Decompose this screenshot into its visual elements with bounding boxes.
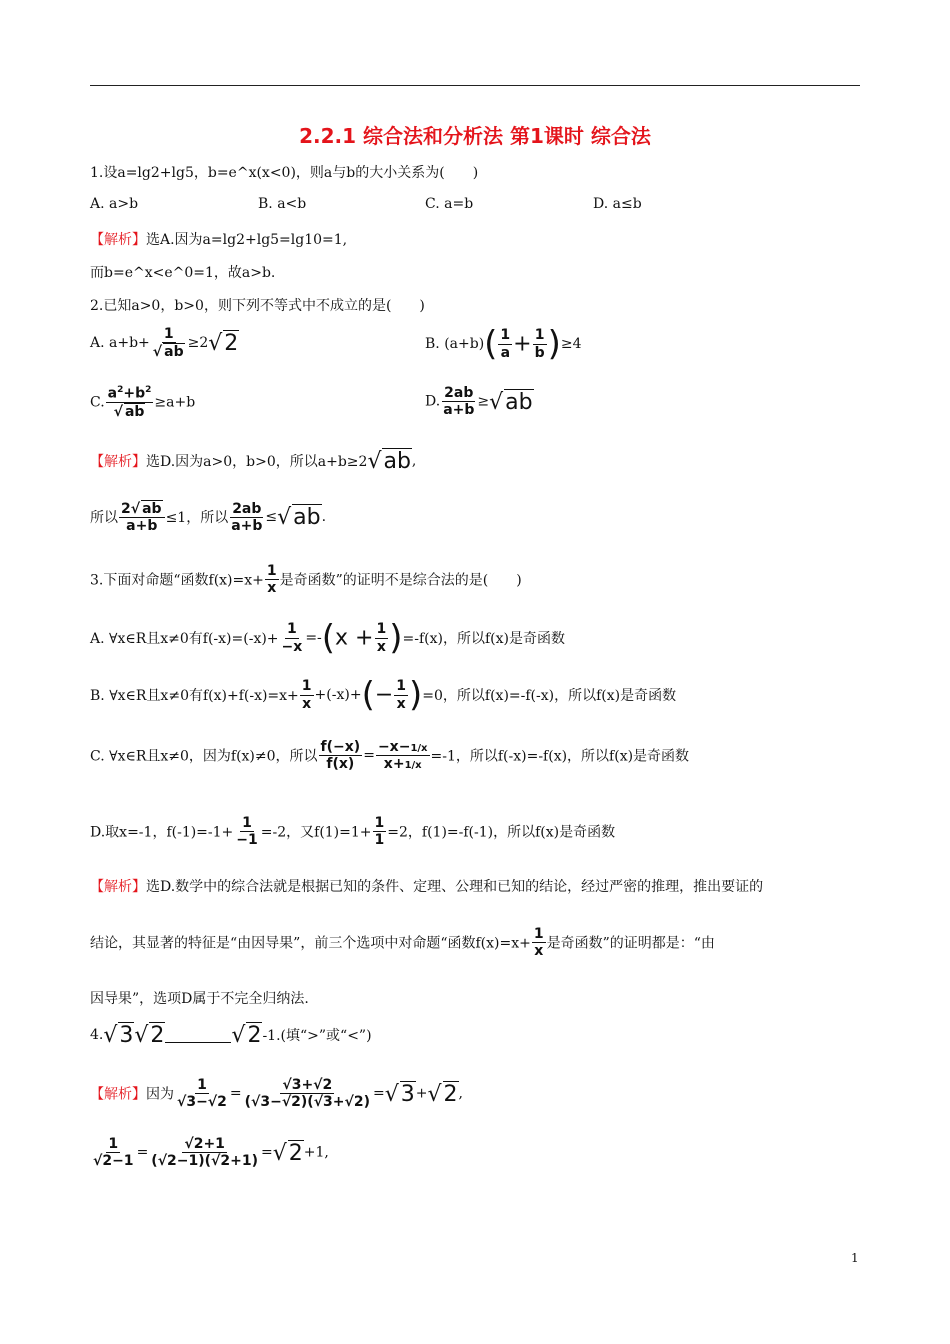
q2-b-post: ≥4 [560, 336, 582, 352]
q3-b-frac1: $\frac{1}{x}$ [301, 678, 312, 712]
q3-option-c: C. ∀x∈R且x≠0，因为f(x)≠0，所以 $\frac{f(-x)}{f(x)}$ = $\frac{-x-1/x}{x+1/x}$ =-1，所以f(-x)=-f(x)，所以f(x)是奇函数 [90, 739, 690, 773]
q4-frac1: $\frac{1}{√3-√2}$ [177, 1077, 227, 1111]
q2-b-frac-b: $\frac{1}{b}$ [534, 327, 545, 361]
q3-d-pre: D.取x=-1，f(-1)=-1+ [90, 824, 234, 841]
q3-stem-post: 是奇函数”的证明不是综合法的是( ) [279, 572, 522, 589]
q3-c-pre: C. ∀x∈R且x≠0，因为f(x)≠0，所以 [90, 748, 318, 765]
q2-option-b [425, 324, 582, 364]
q1-option-a: A. a>b [90, 196, 139, 212]
q3-option-b [90, 675, 676, 715]
q2-b-pre: B. (a+b) [425, 336, 485, 352]
q4-stem [90, 1022, 372, 1048]
q2-answer-frac1: $\frac{2√ ab}{a+b}$ [119, 500, 165, 534]
q3-option-d [90, 815, 615, 848]
q2-answer-pre: 所以 [90, 510, 118, 527]
q4-answer-line2: $\frac{1}{√2-1}$ = $\frac{√2+1}{(√2-1)(√2+1)}$ =√2+1, [93, 1136, 329, 1170]
q4-answer-pre: 因为 [146, 1086, 174, 1103]
sqrt2: √2 [427, 1081, 458, 1107]
q4-tail: -1.(填“>”或“<”) [262, 1028, 372, 1044]
q3-d-frac1: $\frac{1}{-1}$ [236, 815, 258, 849]
sqrt3: √3 [384, 1081, 415, 1107]
q2-option-c [90, 385, 195, 420]
q1-option-c: C. a=b [425, 196, 474, 212]
q3-c-frac2: $\frac{-x-1/x}{x+1/x}$ [377, 739, 428, 773]
q2-answer-line1: 【解析】选D.因为a>0，b>0，所以a+b≥2√ab, [90, 449, 417, 474]
q2-answer-sqrt2: √ab [277, 505, 321, 531]
q1-answer-text1: 选A.因为a=lg2+lg5=lg10=1, [146, 232, 348, 248]
le-sign: ≤ [265, 509, 278, 526]
q3-stem-frac: $\frac{1}{x}$ [266, 563, 277, 597]
q3-c-post: =-1，所以f(-x)=-f(x)，所以f(x)是奇函数 [430, 748, 690, 765]
q2-option-a [90, 326, 239, 360]
q2-a-sqrt2: √2 [208, 331, 239, 357]
q1-option-d: D. a≤b [593, 196, 642, 212]
q2-b-frac-a: $\frac{1}{a}$ [500, 327, 511, 361]
q2-option-d [425, 385, 534, 418]
analysis-tag: 【解析】 [90, 232, 146, 248]
sqrt2-second: √2 [231, 1023, 262, 1048]
q2-d-post: ≥ [477, 393, 490, 410]
analysis-tag: 【解析】 [90, 879, 146, 895]
q3-a-frac2: $\frac{1}{x}$ [376, 621, 387, 655]
q3-stem [90, 563, 522, 596]
q1-answer-line2: 而b=e^x<e^0=1，故a>b. [90, 265, 276, 281]
q3-d-frac2: $\frac{1}{1}$ [374, 815, 385, 849]
q1-stem-text: 1.设a=lg2+lg5，b=e^x(x<0)，则a与b的大小关系为( ) [90, 165, 479, 181]
q2-answer-text1: 选D.因为a>0，b>0，所以a+b≥2 [146, 454, 368, 470]
q2-c-post: ≥a+b [154, 394, 196, 411]
minus-sign: − [374, 682, 394, 708]
q3-a-frac1: $\frac{1}{-x}$ [281, 621, 303, 655]
q1-stem [90, 162, 478, 182]
sqrt3: √3 [103, 1023, 134, 1048]
q4-answer-tail: +1, [303, 1144, 329, 1161]
left-paren: ( [484, 324, 498, 364]
sqrt2: √2 [272, 1140, 303, 1166]
q4-number: 4. [90, 1027, 104, 1043]
q3-answer-line3: 因导果”，选项D属于不完全归纳法. [90, 991, 309, 1007]
q3-a-pre: A. ∀x∈R且x≠0有f(-x)=(-x)+ [90, 631, 279, 647]
q3-a-post: =-f(x)，所以f(x)是奇函数 [402, 631, 565, 647]
q2-c-fraction: $\frac{a^2+b^2}{√ ab}$ [107, 385, 152, 420]
q1-option-b: B. a<b [258, 196, 307, 212]
q2-a-fraction: $\frac{1}{√ ab}$ [152, 326, 184, 361]
q2-a-pre: A. a+b+ [90, 335, 150, 352]
q2-answer-sqrt: √ab [367, 449, 411, 474]
left-paren: ( [321, 618, 336, 658]
q3-answer-pre: 结论，其显著的特征是“由因导果”，前三个选项中对命题“函数f(x)=x+ [90, 935, 531, 952]
q2-d-sqrt: √ab [489, 389, 533, 415]
sqrt2: √2 [134, 1023, 165, 1048]
q2-d-pre: D. [425, 393, 441, 410]
q3-d-mid: =-2，又f(1)=1+ [260, 824, 372, 841]
left-paren: ( [361, 675, 375, 715]
q4-answer-line1: 【解析】因为 $\frac{1}{√3-√2}$ = $\frac{√3+√2}{(√3-√2)(√3+√2)}$ =√3+√2, [90, 1077, 463, 1111]
q3-b-frac2: $\frac{1}{x}$ [396, 678, 407, 712]
q3-d-post: =2，f(1)=-f(-1)，所以f(x)是奇函数 [387, 824, 616, 841]
q2-a-post: ≥2 [187, 335, 209, 352]
q2-answer-frac2: $\frac{2ab}{a+b}$ [231, 500, 263, 534]
q4-frac3: $\frac{1}{√2-1}$ [93, 1136, 134, 1170]
q3-b-post: =0，所以f(x)=-f(-x)，所以f(x)是奇函数 [422, 688, 677, 704]
q3-b-pre: B. ∀x∈R且x≠0有f(x)+f(-x)=x+ [90, 688, 299, 704]
right-paren: ) [409, 675, 423, 715]
q3-a-mid: =- [305, 630, 322, 646]
q2-c-pre: C. [90, 394, 105, 411]
page-title: 2.2.1 综合法和分析法 第1课时 综合法 [299, 124, 651, 148]
page-number: 1 [851, 1251, 859, 1265]
header-rule [90, 85, 860, 86]
plus-sign: + [513, 331, 532, 357]
q2-answer-mid: ≤1，所以 [165, 510, 229, 527]
q3-answer-post: 是奇函数”的证明都是：“由 [546, 935, 715, 952]
q3-stem-pre: 3.下面对命题“函数f(x)=x+ [90, 572, 264, 589]
q3-c-frac1: $\frac{f(-x)}{f(x)}$ [320, 739, 361, 773]
q3-answer-line2 [90, 926, 715, 959]
analysis-tag: 【解析】 [90, 454, 146, 470]
q3-option-a [90, 618, 565, 658]
analysis-tag: 【解析】 [90, 1086, 146, 1103]
q1-answer-line1 [90, 229, 347, 249]
right-paren: ) [389, 618, 403, 658]
q3-answer-frac: $\frac{1}{x}$ [533, 926, 544, 960]
answer-blank[interactable] [165, 1028, 231, 1043]
q3-b-mid: +(-x)+ [314, 687, 362, 703]
q4-frac2: $\frac{√3+√2}{(√3-√2)(√3+√2)}$ [244, 1077, 370, 1111]
q4-frac4: $\frac{√2+1}{(√2-1)(√2+1)}$ [151, 1136, 258, 1170]
x-plus: x + [335, 625, 374, 651]
q2-stem: 2.已知a>0，b>0，则下列不等式中不成立的是( ) [90, 298, 425, 314]
q2-d-fraction: $\frac{2ab}{a+b}$ [443, 385, 475, 419]
right-paren: ) [547, 324, 561, 364]
q3-answer-line1 [90, 876, 763, 896]
q2-answer-line2: 所以 $\frac{2√ ab}{a+b}$ ≤1，所以 $\frac{2ab}{a+b}$ ≤√ab. [90, 500, 327, 535]
q3-answer-text1: 选D.数学中的综合法就是根据已知的条件、定理、公理和已知的结论，经过严密的推理，推出要证的 [146, 879, 764, 895]
